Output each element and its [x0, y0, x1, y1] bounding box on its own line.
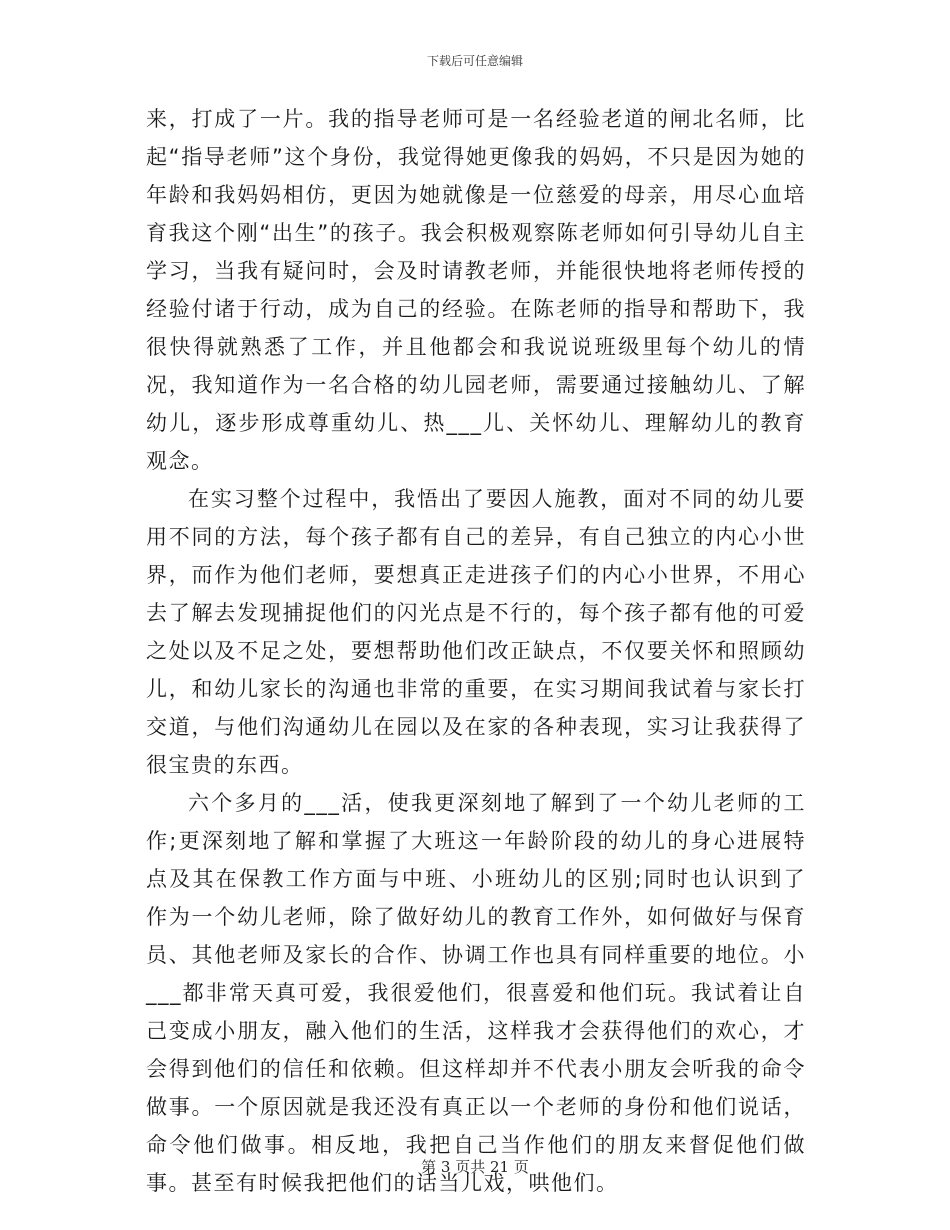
page-footer: 第 3 页共 21 页 — [421, 1158, 529, 1176]
paragraph-1: 来，打成了一片。我的指导老师可是一名经验老道的闸北名师，比起“指导老师”这个身份，我觉得她更像我的妈妈，不只是因为她的年龄和我妈妈相仿，更因为她就像是一位慈爱的母亲，用尽心血培育我这个刚“出生”的孩子。我会积极观察陈老师如何引导幼儿自主学习，当我有疑问时，会及时请教老师，并能很快地将老师传授的经验付诸于行动，成为自己的经验。在陈老师的指导和帮助下，我很快得就熟悉了工作，并且他都会和我说说班级里每个幼儿的情况，我知道作为一名合格的幼儿园老师，需要通过接触幼儿、了解幼儿，逐步形成尊重幼儿、热___儿、关怀幼儿、理解幼儿的教育观念。 — [146, 107, 806, 473]
document-body — [146, 100, 806, 1202]
paragraph-3: 六个多月的___活，使我更深刻地了解到了一个幼儿老师的工作;更深刻地了解和掌握了大班这一年龄阶段的幼儿的身心进展特点及其在保教工作方面与中班、小班幼儿的区别;同时也认识到了作为一个幼儿老师，除了做好幼儿的教育工作外，如何做好与保育员、其他老师及家长的合作、协调工作也具有同样重要的地位。小___都非常天真可爱，我很爱他们，很喜爱和他们玩。我试着让自己变成小朋友，融入他们的生活，这样我才会获得他们的欢心，才会得到他们的信任和依赖。但这样却并不代表小朋友会听我的命令做事。一个原因就是我还没有真正以一个老师的身份和他们说话，命令他们做事。相反地，我把自己当作他们的朋友来督促他们做事。甚至有时候我把他们的话当儿戏，哄他们。 — [146, 791, 806, 1195]
page-header: 下载后可任意编辑 — [426, 54, 523, 68]
paragraph-2: 在实习整个过程中，我悟出了要因人施教，面对不同的幼儿要用不同的方法，每个孩子都有自己的差异，有自己独立的内心小世界，而作为他们老师，要想真正走进孩子们的内心小世界，不用心去了解去发现捕捉他们的闪光点是不行的，每个孩子都有他的可爱之处以及不足之处，要想帮助他们改正缺点，不仅要关怀和照顾幼儿，和幼儿家长的沟通也非常的重要，在实习期间我试着与家长打交道，与他们沟通幼儿在园以及在家的各种表现，实习让我获得了很宝贵的东西。 — [146, 487, 806, 777]
